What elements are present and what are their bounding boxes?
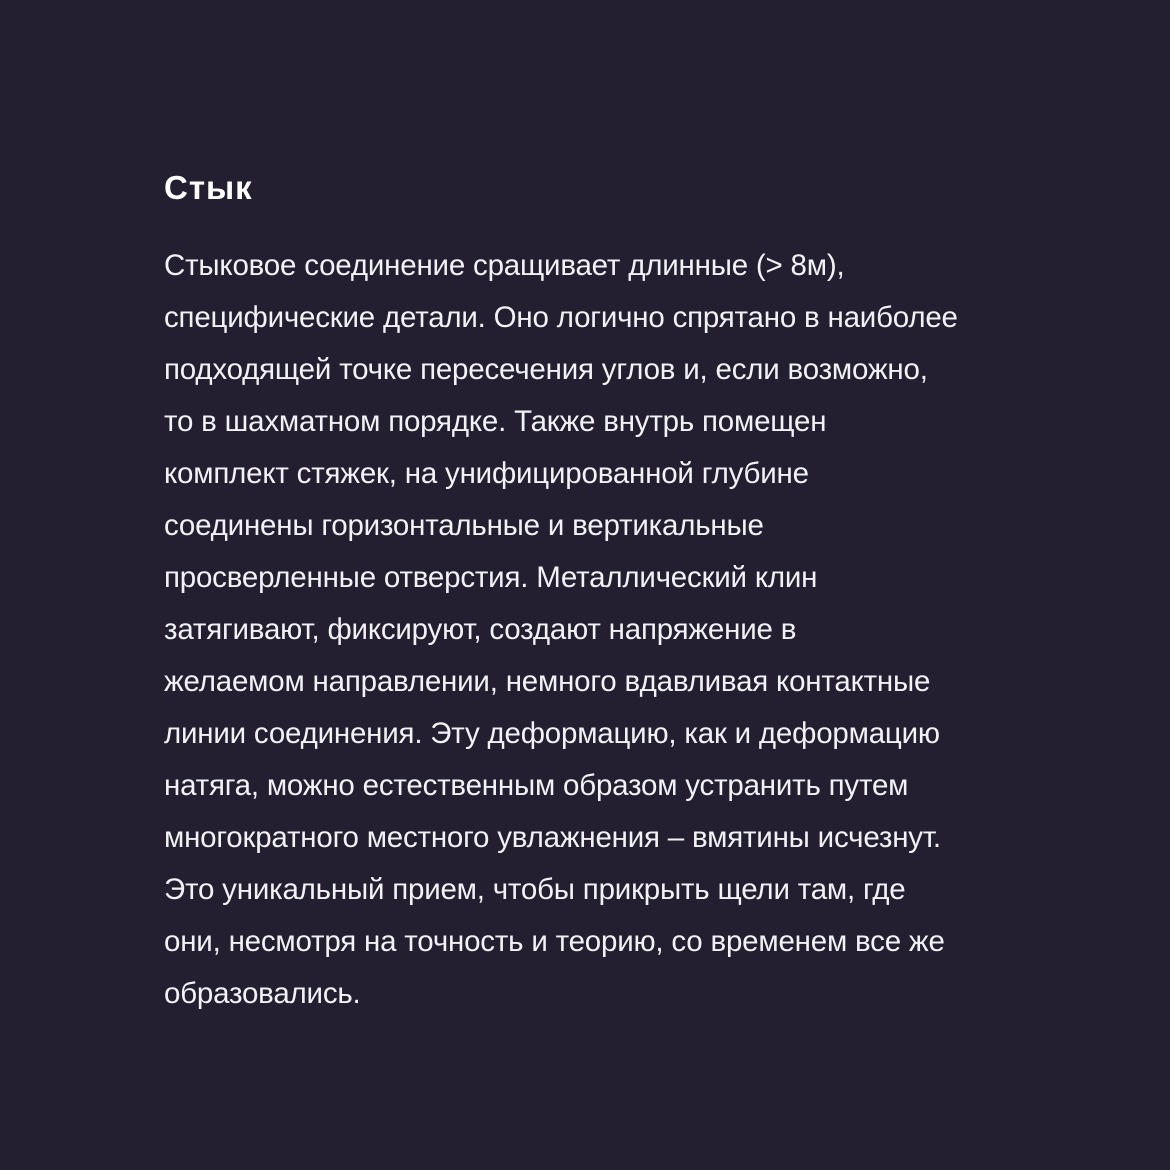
section-title: Стык: [164, 169, 253, 206]
paragraph-line: то в шахматном порядке. Также внутрь помещен: [164, 405, 827, 438]
paragraph-line: соединены горизонтальные и вертикальные: [164, 509, 764, 542]
paragraph-line: затягивают, фиксируют, создают напряжение в: [164, 613, 797, 646]
paragraph-line: линии соединения. Эту деформацию, как и деформацию: [164, 717, 940, 750]
paragraph-line: натяга, можно естественным образом устранить путем: [164, 769, 909, 802]
paragraph-line: они, несмотря на точность и теорию, со временем все же: [164, 925, 945, 958]
paragraph-line: образовались.: [164, 977, 361, 1010]
paragraph-line: желаемом направлении, немного вдавливая контактные: [164, 665, 931, 698]
paragraph-line: подходящей точке пересечения углов и, если возможно,: [164, 353, 928, 386]
paragraph-line: комплект стяжек, на унифицированной глубине: [164, 457, 809, 490]
paragraph-line: просверленные отверстия. Металлический клин: [164, 561, 818, 594]
paragraph-line: специфические детали. Оно логично спрятано в наиболее: [164, 301, 958, 334]
body-paragraph: [164, 240, 1064, 1020]
text-block: [164, 166, 1064, 1020]
paragraph-line: многократного местного увлажнения – вмятины исчезнут.: [164, 821, 941, 854]
paragraph-line: Это уникальный прием, чтобы прикрыть щели там, где: [164, 873, 906, 906]
paragraph-line: Стыковое соединение сращивает длинные (> 8м),: [164, 249, 845, 282]
